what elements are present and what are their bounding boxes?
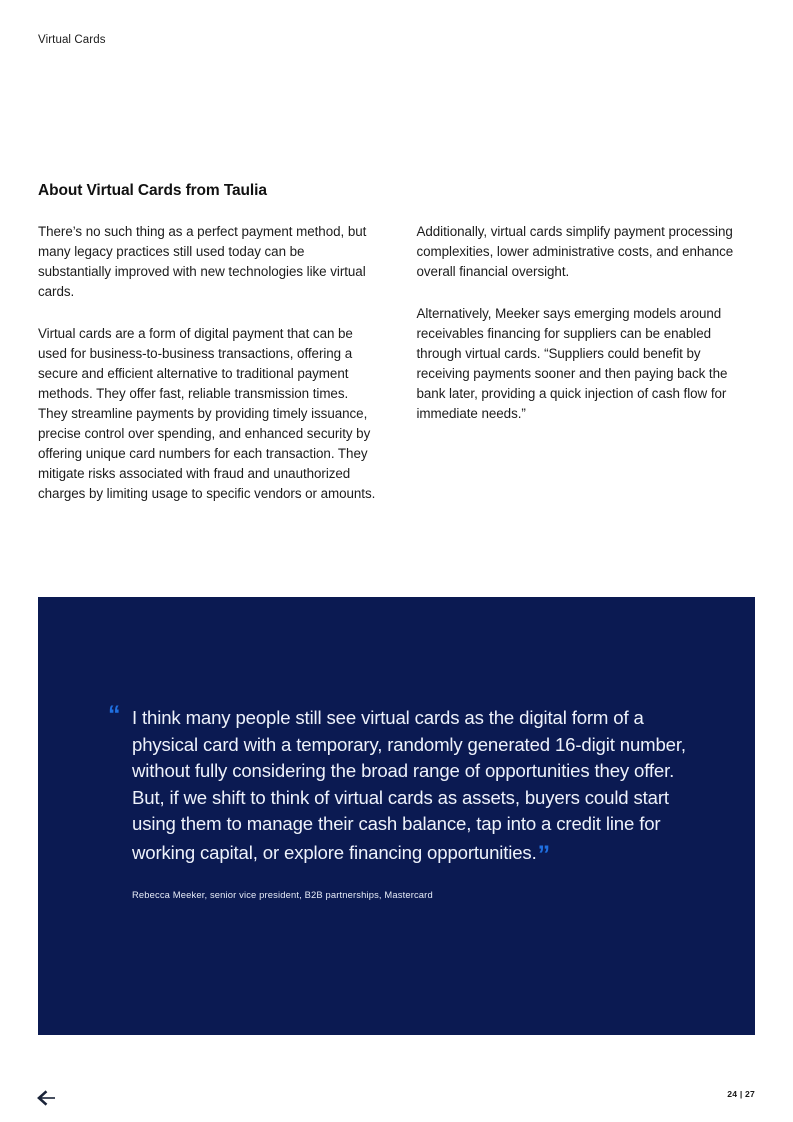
pull-quote-attribution: Rebecca Meeker, senior vice president, B2B partnerships, Mastercard [132, 888, 433, 900]
pull-quote-text: I think many people still see virtual cards as the digital form of a physical card with a temporary, randomly generated 16-digit number, without fully considering the broad range of opportunities they offer. But, if we shift to think of virtual cards as assets, buyers could start using them to manage their cash balance, tap into a credit line for working capital, or explore financing opportunities. [132, 707, 686, 863]
paragraph: Additionally, virtual cards simplify payment processing complexities, lower administrative costs, and enhance overall financial oversight. [416, 224, 734, 279]
page-number: 24 | 27 [727, 1089, 755, 1099]
right-column [417, 222, 757, 504]
pull-quote-content [108, 701, 692, 902]
arrow-left-icon[interactable] [36, 1088, 58, 1108]
paragraph: Virtual cards are a form of digital payment that can be used for business-to-business transactions, offering a secure and efficient alternative to traditional payment methods. They offer fast, reliable transmission times. They streamline payments by providing timely issuance, precise control over spending, and enhanced security by offering unique card numbers for each transaction. They mitigate risks associated with fraud and unauthorized charges by limiting usage to specific vendors or amounts. [38, 326, 376, 501]
section-title: About Virtual Cards from Taulia [38, 182, 267, 199]
quote-close-mark-icon: ” [537, 840, 550, 869]
paragraph: There’s no such thing as a perfect payment method, but many legacy practices still used today can be substantially improved with new technologies like virtual cards. [38, 224, 367, 299]
body-columns [38, 222, 756, 504]
pull-quote-panel [38, 597, 755, 1035]
pull-quote-text-block: “ I think many people still see virtual cards as the digital form of a physical card with a temporary, randomly generated 16-digit number, without fully considering the broad range of opportunities they offer. But, if we shift to think of virtual cards as assets, buyers could start using them to manage their cash balance, tap into a credit line for working capital, or explore financing opportunities.” [108, 701, 686, 869]
left-column [38, 222, 378, 504]
paragraph: Alternatively, Meeker says emerging models around receivables financing for suppliers can be enabled through virtual cards. “Suppliers could benefit by receiving payments sooner and then paying back the bank later, providing a quick injection of cash flow for immediate needs.” [416, 306, 728, 421]
running-header: Virtual Cards [38, 34, 106, 46]
